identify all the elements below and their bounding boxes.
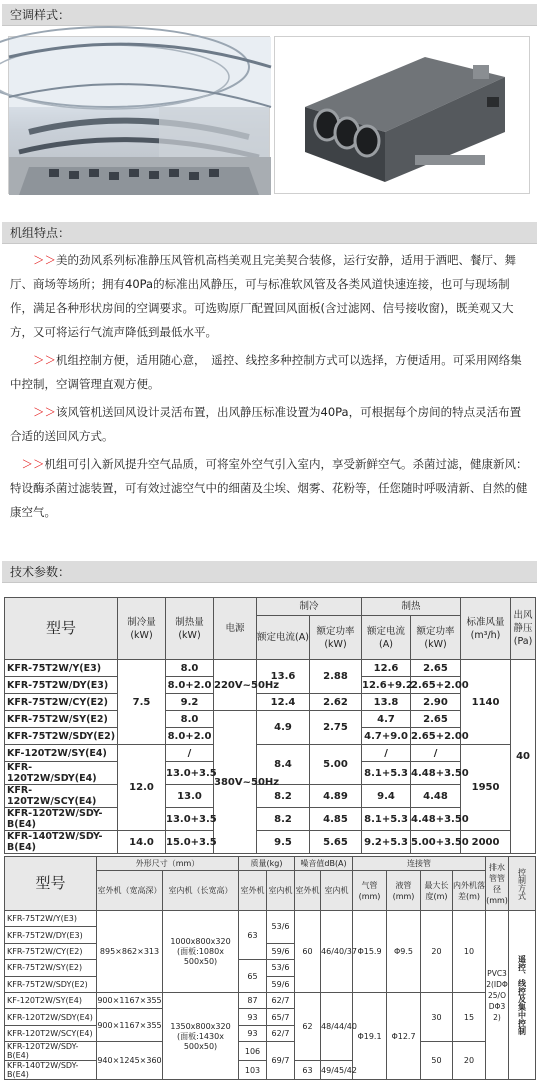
- arrow-marker: ＞＞: [33, 405, 56, 419]
- weight-in-cell: 62/7: [267, 1025, 295, 1041]
- model-cell: KFR-75T2W/DY(E3): [5, 677, 118, 694]
- heat-power-cell: 4.48+3.50: [411, 762, 461, 785]
- cool-current-cell: 13.6: [257, 660, 310, 694]
- header-heating: 制热: [362, 598, 461, 616]
- header-power-supply: 电源: [214, 598, 257, 660]
- header-indoor-dim: 室内机（长宽高）: [163, 871, 239, 911]
- max-length-cell: 50: [421, 1042, 453, 1080]
- duct-unit-illustration: [275, 37, 531, 195]
- arrow-marker: ＞＞: [33, 353, 56, 367]
- weight-in-cell: 59/6: [267, 976, 295, 992]
- heat-current-cell: 4.7+9.0: [362, 728, 411, 745]
- weight-in-cell: 65/7: [267, 1009, 295, 1025]
- weight-out-cell: 63: [239, 911, 267, 960]
- heat-capacity-cell: 13.0: [166, 785, 214, 808]
- header-cool-power: 额定功率(kW): [310, 616, 362, 660]
- heat-power-cell: 4.48+3.50: [411, 808, 461, 831]
- spec-table-performance: [4, 597, 536, 854]
- airflow-cell: 2000: [461, 831, 511, 854]
- heat-current-cell: 8.1+5.3: [362, 762, 411, 785]
- feature-text: 美的劲风系列标准静压风管机高档美观且完美契合装修，运行安静，适用于酒吧、餐厅、舞厅、商场等场所；拥有40Pa的标准出风静压，可与标准软风管及各类风道快速连接，也可与现场制作，满足各种形状房间的空调要求。可选购原厂配置回风面板(含过滤网、信号接收窗)，既美观又大方，又可将运行气流声降低到最低水平。: [10, 253, 516, 339]
- weight-out-cell: 93: [239, 1025, 267, 1041]
- heat-power-cell: 5.00+3.50: [411, 831, 461, 854]
- heat-capacity-cell: 13.0+3.5: [166, 762, 214, 785]
- heat-capacity-cell: /: [166, 745, 214, 762]
- cool-power-cell: 5.00: [310, 745, 362, 785]
- model-cell: KFR-120T2W/SCY(E4): [5, 785, 118, 808]
- cool-power-cell: 2.62: [310, 694, 362, 711]
- header-noise-out: 室外机: [295, 871, 321, 911]
- heat-power-cell: 2.65+2.00: [411, 728, 461, 745]
- cool-current-cell: 8.4: [257, 745, 310, 785]
- liquid-pipe-cell: Φ12.7: [387, 992, 421, 1079]
- header-dimensions: 外形尺寸（mm）: [97, 857, 239, 871]
- weight-out-cell: 65: [239, 960, 267, 993]
- drain-cell: PVC32(IDΦ25/ODΦ32): [486, 911, 509, 1080]
- photo-row: [8, 36, 530, 194]
- noise-out-cell: 62: [295, 992, 321, 1060]
- atrium-photo: [8, 36, 270, 194]
- max-length-cell: 20: [421, 911, 453, 993]
- cool-power-cell: 5.65: [310, 831, 362, 854]
- height-drop-cell: 20: [453, 1042, 486, 1080]
- height-drop-cell: 10: [453, 911, 486, 993]
- max-length-cell: 30: [421, 992, 453, 1041]
- power-supply-cell: 220V~50Hz: [214, 660, 257, 711]
- noise-in-cell: 46/40/37: [321, 911, 353, 993]
- weight-in-cell: 62/7: [267, 992, 295, 1008]
- model-cell: KFR-75T2W/SY(E2): [5, 960, 97, 976]
- cool-power-cell: 2.88: [310, 660, 362, 694]
- header-height-drop: 内外机落差(m): [453, 871, 486, 911]
- header-liquid-pipe: 液管(mm): [387, 871, 421, 911]
- header-control: 控制方式: [509, 857, 536, 911]
- arrow-marker: ＞＞: [21, 457, 45, 471]
- model-cell: KF-120T2W/SY(E4): [5, 745, 118, 762]
- arrow-marker: ＞＞: [33, 253, 56, 267]
- weight-out-cell: 87: [239, 992, 267, 1008]
- power-supply-cell: 380V~50Hz: [214, 711, 257, 854]
- weight-in-cell: 59/6: [267, 943, 295, 959]
- heat-capacity-cell: 13.0+3.5: [166, 808, 214, 831]
- cool-current-cell: 8.2: [257, 808, 310, 831]
- cool-current-cell: 12.4: [257, 694, 310, 711]
- model-cell: KFR-75T2W/CY(E2): [5, 694, 118, 711]
- model-cell: KFR-75T2W/CY(E2): [5, 943, 97, 959]
- cool-power-cell: 2.75: [310, 711, 362, 745]
- section-header-features: 机组特点：: [2, 222, 537, 244]
- header-cooling: 制冷: [257, 598, 362, 616]
- header-heat-current: 额定电流(A): [362, 616, 411, 660]
- model-cell: KFR-120T2W/SDY-B(E4): [5, 1042, 97, 1061]
- outdoor-dim-cell: 900×1167×355: [97, 1009, 163, 1042]
- cool-capacity-cell: 14.0: [118, 831, 166, 854]
- header-airflow: 标准风量(m³/h): [461, 598, 511, 660]
- atrium-illustration: [9, 37, 271, 195]
- header-weight: 质量(kg): [239, 857, 295, 871]
- indoor-dim-cell: 1000x800x320 (面板:1080x 500x50): [163, 911, 239, 993]
- weight-out-cell: 106: [239, 1042, 267, 1061]
- features-list: [10, 248, 528, 528]
- weight-out-cell: 93: [239, 1009, 267, 1025]
- weight-in-cell: 53/6: [267, 911, 295, 944]
- model-cell: KFR-140T2W/SDY-B(E4): [5, 831, 118, 854]
- header-static-pressure: 出风静压(Pa): [511, 598, 536, 660]
- airflow-cell: 1140: [461, 660, 511, 745]
- noise-out-cell: 63: [295, 1061, 321, 1080]
- heat-capacity-cell: 8.0: [166, 660, 214, 677]
- cool-capacity-cell: 12.0: [118, 745, 166, 831]
- model-cell: KFR-120T2W/SDY(E4): [5, 1009, 97, 1025]
- heat-capacity-cell: 15.0+3.5: [166, 831, 214, 854]
- airflow-cell: 1950: [461, 745, 511, 831]
- heat-capacity-cell: 8.0: [166, 711, 214, 728]
- header-pipe: 连接管: [353, 857, 486, 871]
- model-cell: KFR-75T2W/Y(E3): [5, 911, 97, 927]
- model-cell: KFR-75T2W/SDY(E2): [5, 976, 97, 992]
- outdoor-dim-cell: 940×1245×360: [97, 1042, 163, 1080]
- cool-current-cell: 8.2: [257, 785, 310, 808]
- header-model: 型号: [5, 598, 118, 660]
- heat-capacity-cell: 8.0+2.0: [166, 677, 214, 694]
- static-pressure-cell: 40: [511, 660, 536, 854]
- heat-current-cell: 9.4: [362, 785, 411, 808]
- feature-paragraph: [10, 348, 528, 396]
- duct-unit-photo: [274, 36, 530, 194]
- heat-capacity-cell: 9.2: [166, 694, 214, 711]
- noise-out-cell: 60: [295, 911, 321, 993]
- model-cell: KFR-120T2W/SDY(E4): [5, 762, 118, 785]
- feature-text: 机组可引入新风提升空气品质，可将室外空气引入室内，享受新鲜空气。杀菌过滤，健康新风：特设酶杀菌过滤装置，可有效过滤空气中的细菌及尘埃、烟雾、花粉等，任您随时呼吸清新、自然的健康空气。: [10, 457, 528, 519]
- outdoor-dim-cell: 895×862×313: [97, 911, 163, 993]
- header-weight-out: 室外机: [239, 871, 267, 911]
- indoor-dim-cell: 1350x800x320 (面板:1430x 500x50): [163, 992, 239, 1079]
- model-cell: KFR-140T2W/SDY-B(E4): [5, 1061, 97, 1080]
- feature-paragraph: [10, 400, 528, 448]
- heat-power-cell: 2.90: [411, 694, 461, 711]
- heat-power-cell: 2.65: [411, 711, 461, 728]
- noise-in-cell: 49/45/42: [321, 1061, 353, 1080]
- heat-current-cell: /: [362, 745, 411, 762]
- heat-current-cell: 9.2+5.3: [362, 831, 411, 854]
- height-drop-cell: 15: [453, 992, 486, 1041]
- header-noise-in: 室内机: [321, 871, 353, 911]
- header-outdoor-dim: 室外机（宽高深）: [97, 871, 163, 911]
- model-cell: KFR-75T2W/SY(E2): [5, 711, 118, 728]
- heat-power-cell: 2.65+2.00: [411, 677, 461, 694]
- header-cool-current: 额定电流(A): [257, 616, 310, 660]
- feature-text: 机组控制方便，适用随心意， 遥控、线控多种控制方式可以选择，方便适用。可采用网络集中控制，空调管理直观方便。: [10, 353, 522, 391]
- heat-power-cell: /: [411, 745, 461, 762]
- spec-table-dimensions: [4, 856, 536, 1080]
- heat-current-cell: 12.6: [362, 660, 411, 677]
- header-model: 型号: [5, 857, 97, 911]
- model-cell: KFR-120T2W/SDY-B(E4): [5, 808, 118, 831]
- heat-current-cell: 13.8: [362, 694, 411, 711]
- weight-in-cell: 53/6: [267, 960, 295, 976]
- model-cell: KF-120T2W/SY(E4): [5, 992, 97, 1008]
- model-cell: KFR-75T2W/DY(E3): [5, 927, 97, 943]
- feature-text: 该风管机送回风设计灵活布置，出风静压标准设置为40Pa，可根据每个房间的特点灵活布置合适的送回风方式。: [10, 405, 522, 443]
- cool-current-cell: 4.9: [257, 711, 310, 745]
- weight-in-cell: 69/7: [267, 1042, 295, 1080]
- feature-paragraph: [10, 452, 528, 524]
- cool-current-cell: 9.5: [257, 831, 310, 854]
- heat-capacity-cell: 8.0+2.0: [166, 728, 214, 745]
- noise-in-cell: 48/44/40: [321, 992, 353, 1060]
- header-heat-capacity: 制热量(kW): [166, 598, 214, 660]
- header-weight-in: 室内机: [267, 871, 295, 911]
- cool-capacity-cell: 7.5: [118, 660, 166, 745]
- cool-power-cell: 4.89: [310, 785, 362, 808]
- model-cell: KFR-75T2W/SDY(E2): [5, 728, 118, 745]
- liquid-pipe-cell: Φ9.5: [387, 911, 421, 993]
- feature-paragraph: [10, 248, 528, 344]
- cool-power-cell: 4.85: [310, 808, 362, 831]
- heat-current-cell: 8.1+5.3: [362, 808, 411, 831]
- header-drain: 排水管管径(mm): [486, 857, 509, 911]
- gas-pipe-cell: Φ19.1: [353, 992, 387, 1079]
- header-noise: 噪音值dB(A): [295, 857, 353, 871]
- model-cell: KFR-120T2W/SCY(E4): [5, 1025, 97, 1041]
- heat-power-cell: 2.65: [411, 660, 461, 677]
- header-heat-power: 额定功率(kW): [411, 616, 461, 660]
- section-header-specs: 技术参数：: [2, 561, 537, 583]
- weight-out-cell: 103: [239, 1061, 267, 1080]
- heat-current-cell: 4.7: [362, 711, 411, 728]
- gas-pipe-cell: Φ15.9: [353, 911, 387, 993]
- header-cool-capacity: 制冷量(kW): [118, 598, 166, 660]
- header-gas-pipe: 气管(mm): [353, 871, 387, 911]
- model-cell: KFR-75T2W/Y(E3): [5, 660, 118, 677]
- outdoor-dim-cell: 900×1167×355: [97, 992, 163, 1008]
- heat-current-cell: 12.6+9.2: [362, 677, 411, 694]
- section-header-style: 空调样式：: [2, 4, 537, 26]
- header-max-length: 最大长度(m): [421, 871, 453, 911]
- control-cell: 遥控、线控及集中控制: [509, 911, 536, 1080]
- heat-power-cell: 4.48: [411, 785, 461, 808]
